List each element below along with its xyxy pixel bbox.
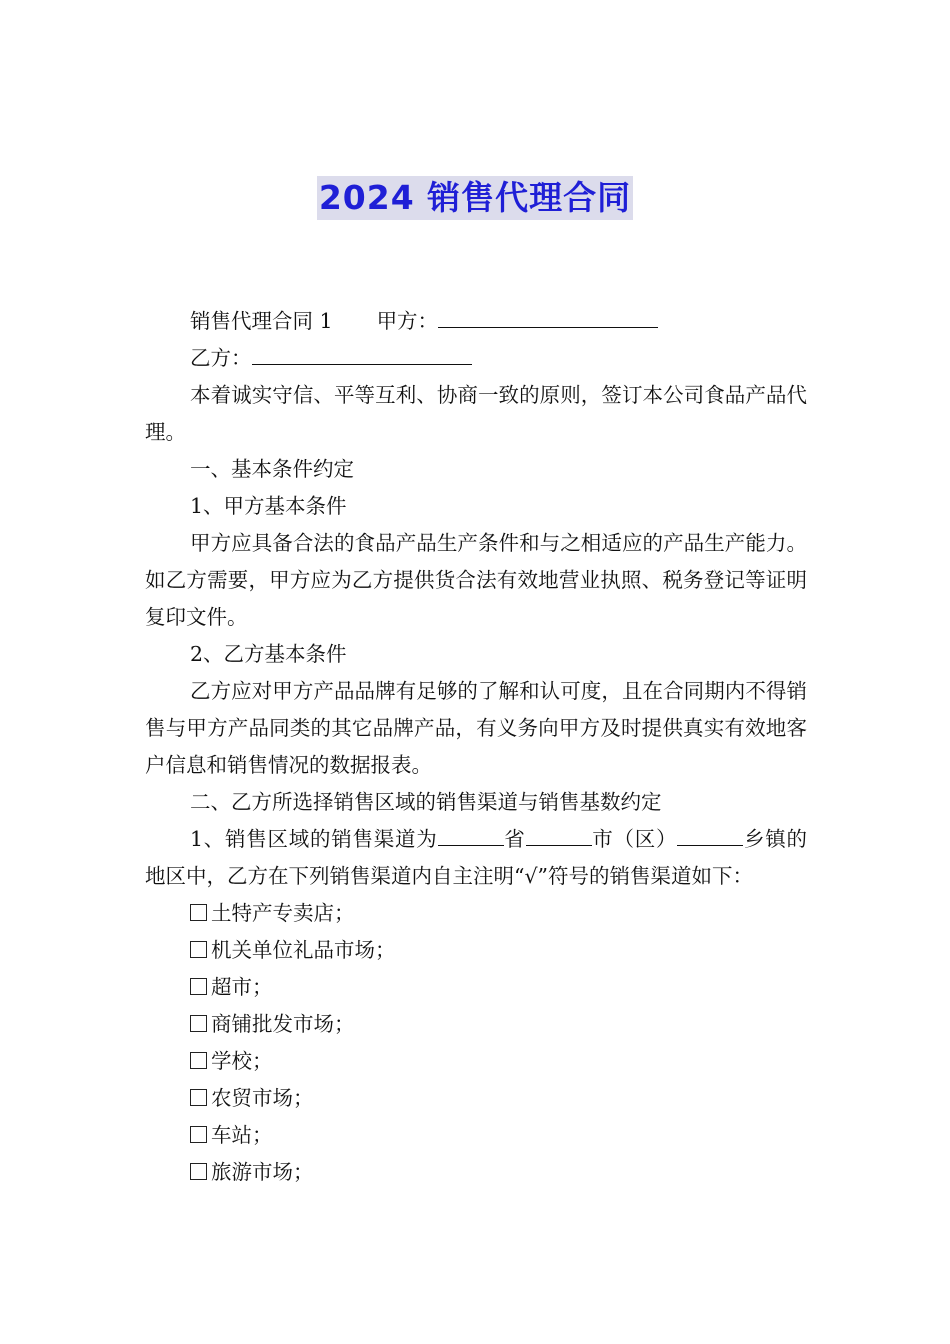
town-label: 乡镇 <box>743 827 787 851</box>
title-container <box>0 176 950 220</box>
channel-item <box>145 1006 807 1043</box>
section-1-title: 一、基本条件约定 <box>190 457 354 481</box>
section-1-2-title: 2、乙方基本条件 <box>190 642 347 666</box>
checkbox-icon[interactable] <box>190 978 207 995</box>
channel-item <box>145 1154 807 1191</box>
city-label: 市（区） <box>591 827 678 851</box>
channel-item <box>145 895 807 932</box>
section-2-1-body <box>145 821 807 895</box>
contract-label: 销售代理合同 1 <box>190 309 333 333</box>
contract-header-line <box>145 303 807 340</box>
channel-label: 土特产专卖店； <box>211 901 355 925</box>
channel-item <box>145 1080 807 1117</box>
section-1-1-body: 甲方应具备合法的食品产品生产条件和与之相适应的产品生产能力。如乙方需要，甲方应为乙方提供货合法有效地营业执照、税务登记等证明复印文件。 <box>145 531 807 629</box>
party-b-blank <box>252 340 472 365</box>
section-2-1-prefix: 1、销售区域的销售渠道为 <box>190 827 438 851</box>
document-body <box>145 303 807 1191</box>
party-a-blank <box>438 303 658 328</box>
intro-paragraph: 本着诚实守信、平等互利、协商一致的原则，签订本公司食品产品代理。 <box>145 383 807 444</box>
checkbox-icon[interactable] <box>190 941 207 958</box>
channel-label: 超市； <box>211 975 273 999</box>
section-2-1-rest: 的地区中，乙方在下列销售渠道内自主注明“√”符号的销售渠道如下： <box>145 827 808 888</box>
channel-label: 车站； <box>211 1123 273 1147</box>
channel-item <box>145 1043 807 1080</box>
checkbox-icon[interactable] <box>190 1126 207 1143</box>
channel-item <box>145 932 807 969</box>
province-label: 省 <box>503 827 526 851</box>
town-blank <box>677 821 743 846</box>
checkbox-icon[interactable] <box>190 1163 207 1180</box>
checkbox-icon[interactable] <box>190 904 207 921</box>
channel-item <box>145 1117 807 1154</box>
section-2-title: 二、乙方所选择销售区域的销售渠道与销售基数约定 <box>190 790 662 814</box>
channel-label: 商铺批发市场； <box>211 1012 355 1036</box>
section-1-1-title: 1、甲方基本条件 <box>190 494 347 518</box>
channel-label: 旅游市场； <box>211 1160 314 1184</box>
channel-item <box>145 969 807 1006</box>
party-b-line <box>145 340 807 377</box>
party-b-label: 乙方： <box>190 346 252 370</box>
channel-label: 农贸市场； <box>211 1086 314 1110</box>
checkbox-icon[interactable] <box>190 1015 207 1032</box>
city-blank <box>526 821 592 846</box>
channel-label: 机关单位礼品市场； <box>211 938 396 962</box>
checkbox-icon[interactable] <box>190 1089 207 1106</box>
channel-list <box>145 895 807 1191</box>
section-1-2-body: 乙方应对甲方产品品牌有足够的了解和认可度，且在合同期内不得销售与甲方产品同类的其它品牌产品，有义务向甲方及时提供真实有效地客户信息和销售情况的数据报表。 <box>145 679 807 777</box>
province-blank <box>438 821 504 846</box>
party-a-label: 甲方： <box>376 309 439 333</box>
channel-label: 学校； <box>211 1049 273 1073</box>
checkbox-icon[interactable] <box>190 1052 207 1069</box>
document-title: 2024 销售代理合同 <box>317 176 633 220</box>
